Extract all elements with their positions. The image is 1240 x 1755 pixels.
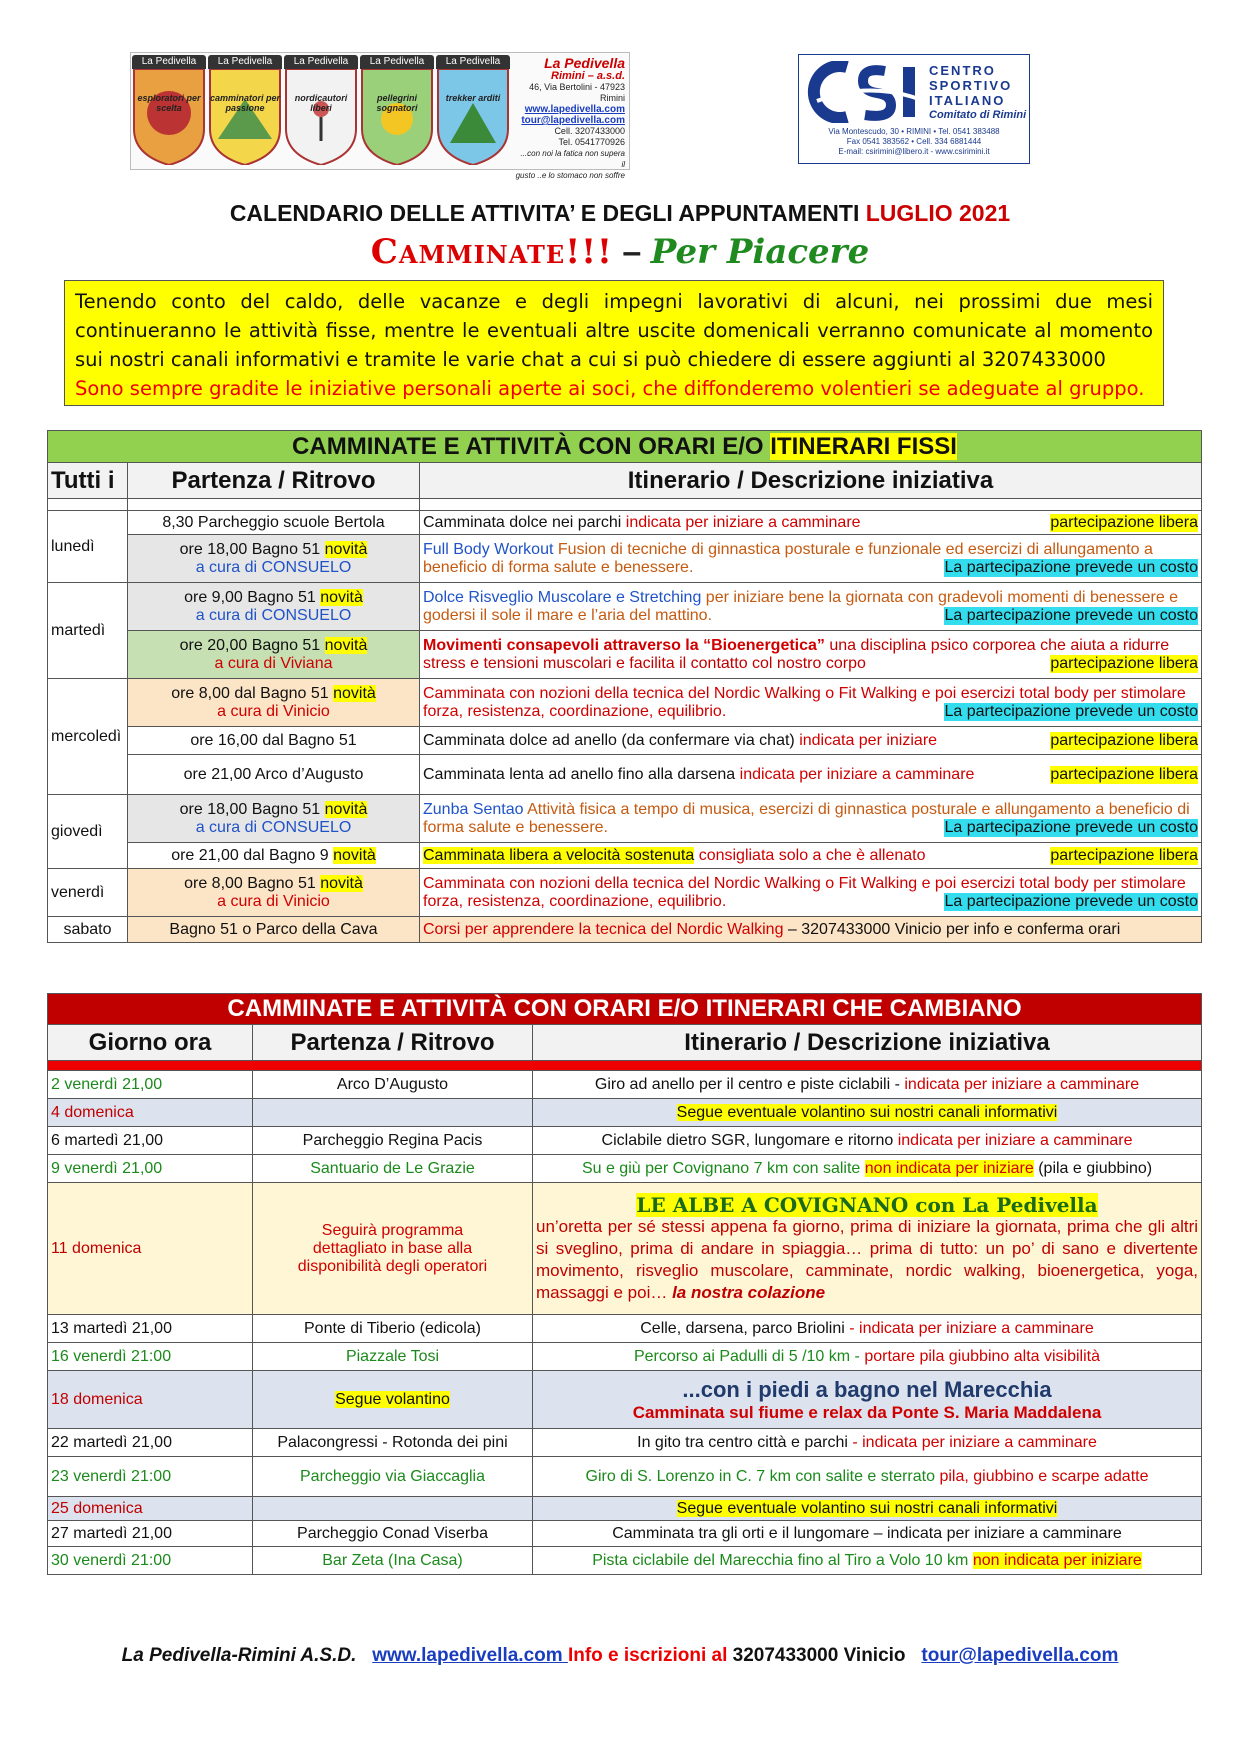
variable-schedule-table: [47, 993, 1202, 1575]
table-row: ore 20,00 Bagno 51 novità a cura di Viviana Movimenti consapevoli attraverso la “Bioenergetica” una disciplina psico corporea che aiuta a ridurre stress e tensioni muscolari e facilita il contatto col nostro corpo partecipazione libera: [48, 631, 1202, 679]
page-subtitle: Camminate!!! – Per Piacere: [370, 232, 870, 272]
table-row: ore 21,00 Arco d’Augusto Camminata lenta ad anello fino alla darsena indicata per iniziare a camminare partecipazione libera: [48, 755, 1202, 795]
table-row: venerdì ore 8,00 Bagno 51 novità a cura di Vinicio Camminata con nozioni della tecnica del Nordic Walking o Fit Walking e poi esercizi total body per stimolare forza, resistenza, coordinazione, equilibrio. La partecipazione prevede un costo: [48, 869, 1202, 917]
csi-name: CENTRO SPORTIVO ITALIANO Comitato di Rimini: [929, 63, 1027, 121]
fixed-schedule-table: [47, 430, 1202, 943]
table-row: mercoledì ore 8,00 dal Bagno 51 novità a cura di Vinicio Camminata con nozioni della tecnica del Nordic Walking o Fit Walking e poi esercizi total body per stimolare forza, resistenza, coordinazione, equilibrio. La partecipazione prevede un costo: [48, 679, 1202, 727]
shield-icon: [436, 69, 510, 165]
badge-4: La Pedivella pellegrini sognatori: [360, 55, 434, 167]
table-row: sabato Bagno 51 o Parco della Cava Corsi per apprendere la tecnica del Nordic Walking – 3207433000 Vinicio per info e conferma orari: [48, 917, 1202, 943]
shield-icon: [284, 69, 358, 165]
table-row: 18 domenica Segue volantino ...con i piedi a bagno nel Marecchia Camminata sul fiume e relax da Ponte S. Maria Maddalena: [48, 1371, 1202, 1429]
shield-icon: [208, 69, 282, 165]
table-row: martedì ore 9,00 Bagno 51 novità a cura di CONSUELO Dolce Risveglio Muscolare e Stretching per iniziare bene la giornata con gradevoli momenti di benessere e godersi il sole il mare e l’aria del mattino. La partecipazione prevede un costo: [48, 583, 1202, 631]
badge-2: La Pedivella camminatori per passione: [208, 55, 282, 167]
logo-mail-link[interactable]: tour@lapedivella.com: [521, 115, 625, 126]
table-row: 2 venerdì 21,00 Arco D’Augusto Giro ad anello per il centro e piste ciclabili - indicata per iniziare a camminare: [48, 1071, 1202, 1099]
column-headers: Giorno ora Partenza / Ritrovo Itinerario / Descrizione iniziativa: [48, 1025, 1202, 1061]
shield-icon: [132, 69, 206, 165]
table-row: 9 venerdì 21,00 Santuario de Le Grazie Su e giù per Covignano 7 km con salite non indicata per iniziare (pila e giubbino): [48, 1155, 1202, 1183]
table-row: ore 21,00 dal Bagno 9 novità Camminata libera a velocità sostenuta consigliata solo a che è allenato partecipazione libera: [48, 843, 1202, 869]
table-row: 23 venerdì 21:00 Parcheggio via Giaccaglia Giro di S. Lorenzo in C. 7 km con salite e sterrato pila, giubbino e scarpe adatte: [48, 1457, 1202, 1497]
table-row: ore 18,00 Bagno 51 novità a cura di CONSUELO Full Body Workout Fusion di tecniche di ginnastica posturale e funzionale ed esercizi di allungamento a beneficio di forma salute e benessere. La partecipazione prevede un costo: [48, 535, 1202, 583]
table-row: 13 martedì 21,00 Ponte di Tiberio (edicola) Celle, darsena, parco Briolini - indicata per iniziare a camminare: [48, 1315, 1202, 1343]
table-row: 11 domenica Seguirà programma dettagliato in base alla disponibilità degli operatori LE ALBE A COVIGNANO con La Pedivella un’oretta per sé stessi appena fa giorno, prima di iniziare la giornata, prima che gli altri si sveglino, prima di andare in spiaggia… prima di tutto: un po’ di sano e divertente movimento, risveglio muscolare, camminate, nordic walking, bioenergetica, yoga, massaggi e poi… la nostra colazione: [48, 1183, 1202, 1315]
table-row: giovedì ore 18,00 Bagno 51 novità a cura di CONSUELO Zunba Sentao Attività fisica a tempo di musica, esercizi di ginnastica posturale e allungamento a beneficio di forma salute e benessere. La partecipazione prevede un costo: [48, 795, 1202, 843]
table-row: 16 venerdì 21:00 Piazzale Tosi Percorso ai Padulli di 5 /10 km - portare pila giubbino alta visibilità: [48, 1343, 1202, 1371]
badge-1: La Pedivella esploratori per scelta: [132, 55, 206, 167]
email-link[interactable]: tour@lapedivella.com: [921, 1645, 1119, 1666]
table-row: 6 martedì 21,00 Parcheggio Regina Pacis Ciclabile dietro SGR, lungomare e ritorno indicata per iniziare a camminare: [48, 1127, 1202, 1155]
csi-emblem-icon: [807, 61, 925, 123]
pedivella-contact: La Pedivella Rimini – a.s.d. 46, Via Bertolini - 47923 Rimini www.lapedivella.com tour@lapedivella.com Cell. 3207433000 Tel. 0541770926 ...con noi la fatica non supera il gusto ..e lo stomaco non soffre: [515, 55, 625, 180]
csi-logo: [798, 54, 1030, 164]
table-row: 27 martedì 21,00 Parcheggio Conad Viserba Camminata tra gli orti e il lungomare – indicata per iniziare a camminare: [48, 1521, 1202, 1547]
table-row: 22 martedì 21,00 Palacongressi - Rotonda dei pini In gito tra centro città e parchi - indicata per iniziare a camminare: [48, 1429, 1202, 1457]
badge-3: La Pedivella nordicautori liberi: [284, 55, 358, 167]
logo-web-link[interactable]: www.lapedivella.com: [524, 104, 625, 115]
table-row: lunedì 8,30 Parcheggio scuole Bertola Camminata dolce nei parchi indicata per iniziare a camminare partecipazione libera: [48, 511, 1202, 535]
page-title: CALENDARIO DELLE ATTIVITA’ E DEGLI APPUNTAMENTI LUGLIO 2021: [229, 200, 1011, 226]
table-row: ore 16,00 dal Bagno 51 Camminata dolce ad anello (da confermare via chat) indicata per iniziare partecipazione libera: [48, 727, 1202, 755]
csi-address: Via Montescudo, 30 • RIMINI • Tel. 0541 383488 Fax 0541 383562 • Cell. 334 6881444 E-mail: csirimini@libero.it - www.csirimini.it: [828, 127, 1000, 156]
page-footer: La Pedivella-Rimini A.S.D. www.lapedivella.com Info e iscrizioni al 3207433000 Vinicio tour@lapedivella.com: [121, 1645, 1119, 1666]
table-row: 4 domenica Segue eventuale volantino sui nostri canali informativi: [48, 1099, 1202, 1127]
table-header: CAMMINATE E ATTIVITÀ CON ORARI E/O ITINERARI CHE CAMBIANO: [48, 994, 1202, 1025]
table-row: 30 venerdì 21:00 Bar Zeta (Ina Casa) Pista ciclabile del Marecchia fino al Tiro a Volo 10 km non indicata per iniziare: [48, 1547, 1202, 1575]
pedivella-logo: [130, 52, 630, 180]
table-header: CAMMINATE E ATTIVITÀ CON ORARI E/O ITINERARI FISSI: [48, 431, 1202, 463]
badge-5: La Pedivella trekker arditi: [436, 55, 510, 167]
column-headers: Tutti i Partenza / Ritrovo Itinerario / Descrizione iniziativa: [48, 463, 1202, 499]
table-row: 25 domenica Segue eventuale volantino sui nostri canali informativi: [48, 1497, 1202, 1521]
intro-notice: Tenendo conto del caldo, delle vacanze e degli impegni lavorativi di alcuni, nei prossimi due mesi continueranno le attività fisse, mentre le eventuali altre uscite domenicali verranno comunicate al momento sui nostri canali informativi e tramite le varie chat a cui si può chiedere di essere aggiunti al 3207433000 Sono sempre gradite le iniziative personali aperte ai soci, che diffonderemo volentieri se adeguate al gruppo.: [64, 280, 1164, 406]
website-link[interactable]: www.lapedivella.com: [372, 1645, 568, 1666]
shield-icon: [360, 69, 434, 165]
